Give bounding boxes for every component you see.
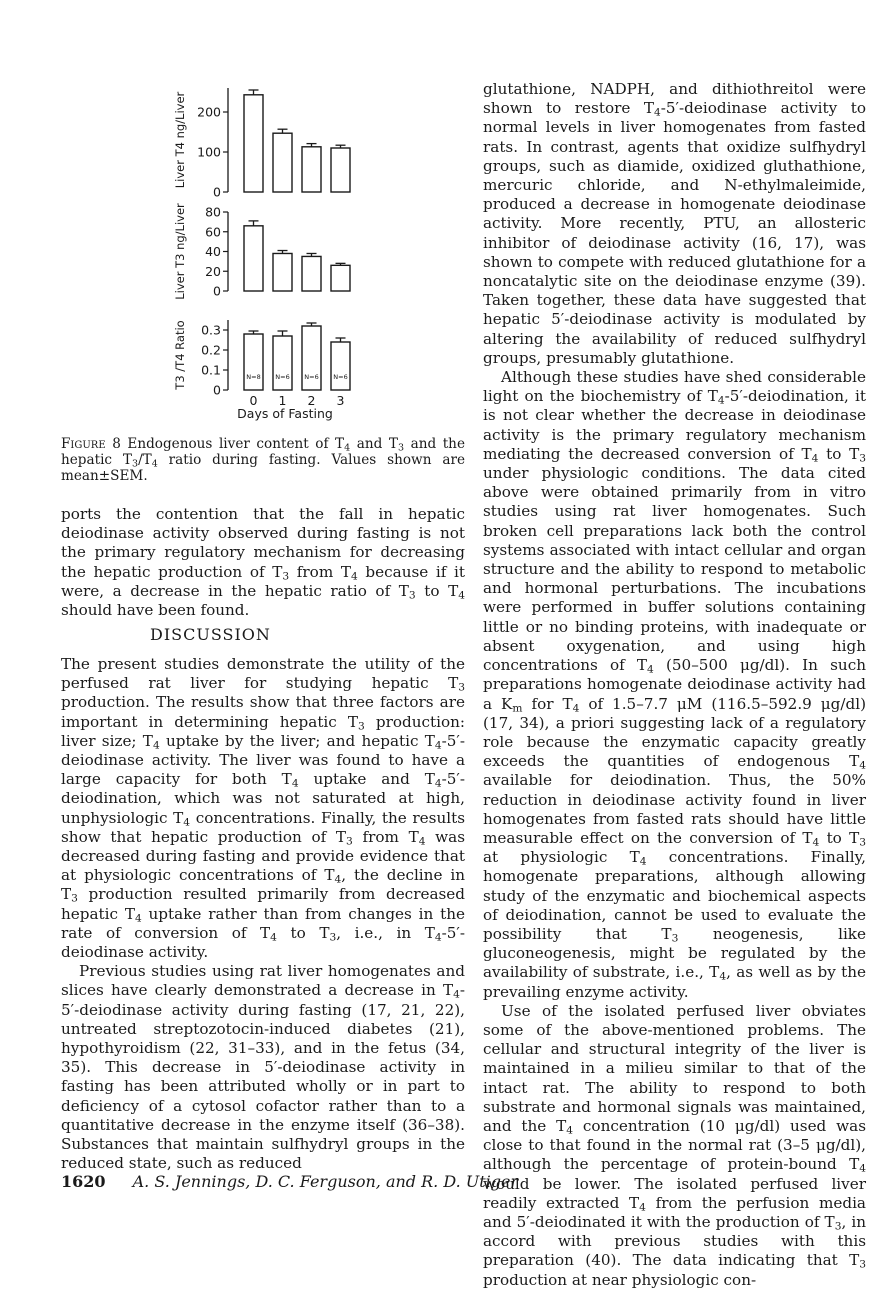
- paragraph: The present studies demonstrate the utility of the perfused rat liver for studying hepatic $T_3$ production. The results show that three factors are important in determining hepatic $T_3$ production: liver size; $T_4$ uptake by the liver; and hepatic $T_4-5'$-deiodinase activity. The liver was found to have a large capacity for both $T_4$ uptake and $T_4-5'$-deiodination, which was not saturated at high, unphysiologic $T_4$ concentrations. Finally, the results show that hepatic production of $T_3$ from $T_4$ was decreased during fasting and provide evidence that at physiologic concentrations of $T_4$, the decline in $T_3$ production resulted primarily from decreased hepatic $T_4$ uptake rather than from changes in the rate of conversion of $T_4$ to $T_3$, i.e., in $T_4-5'$-deiodinase activity.: [61, 655, 466, 962]
- bar: [244, 95, 263, 192]
- y-tick-label: 80: [205, 204, 221, 220]
- x-tick-label: 2: [307, 393, 316, 408]
- y-tick-label: 100: [197, 144, 221, 160]
- author-line: A. S. Jennings, D. C. Ferguson, and R. D. Utiger: [132, 1172, 519, 1191]
- bar: [331, 265, 350, 291]
- y-tick-label: 0: [213, 283, 221, 299]
- y-tick-label: 0.1: [201, 362, 221, 378]
- figure-caption: [61, 436, 465, 484]
- y-axis-label: Liver T3 ng/Liver: [173, 203, 187, 300]
- bar: [273, 253, 292, 291]
- y-tick-label: 0.3: [201, 322, 221, 338]
- bar: [244, 334, 263, 390]
- bar: [302, 147, 321, 192]
- y-axis-label: T3 /T4 Ratio: [173, 320, 187, 390]
- left-column-body: [61, 655, 465, 1173]
- figure-label: Figure 8: [61, 436, 121, 452]
- y-tick-label: 20: [205, 263, 221, 279]
- y-tick-label: 0: [213, 184, 221, 200]
- bar: [273, 133, 292, 192]
- paragraph: ports the contention that the fall in hepatic deiodinase activity observed during fasting is not the primary regulatory mechanism for decreasing the hepatic production of $T_3$ from $T_4$ because if it were, a decrease in the hepatic ratio of $T_3$ to $T_4$ should have been found.: [61, 505, 465, 620]
- chart-panel-liver-t3: [173, 203, 350, 300]
- caption-text: Endogenous liver content of $T_4$ and $T_3$ and the hepatic $T_3/T_4$ ratio during fasting. Values shown are mean±SEM.: [61, 436, 465, 484]
- bar: [302, 256, 321, 291]
- paragraph: glutathione, NADPH, and dithiothreitol were shown to restore $T_4-5'$-deiodinase activity to normal levels in liver homogenates from fasted rats. In contrast, agents that oxidize sulfhydryl groups, such as diamide, oxidized gluthathione, mercuric chloride, and N-ethylmaleimide, produced a decrease in homogenate deiodinase activity. More recently, PTU, an allosteric inhibitor of deiodinase activity (16, 17), was shown to compete with reduced glutathione for a noncatalytic site on the deiodinase enzyme (39). Taken together, these data have suggested that hepatic 5′-deiodinase activity is modulated by altering the availability of reduced sulfhydryl groups, presumably glutathione.: [483, 80, 866, 367]
- figure-8: [170, 80, 370, 440]
- bar: [273, 336, 292, 390]
- bar: [331, 148, 350, 192]
- y-tick-label: 40: [205, 244, 221, 259]
- bar-n-label: N=8: [246, 373, 261, 381]
- page-number: 1620: [61, 1172, 106, 1191]
- y-tick-label: 0.2: [201, 342, 221, 358]
- paragraph: Use of the isolated perfused liver obviates some of the above-mentioned problems. The cellular and structural integrity of the liver is maintained in a milieu similar to that of the intact rat. The ability to respond to both substrate and hormonal signals was maintained, and the $T_4$ concentration (10 μg/dl) used was close to that found in the normal rat (3–5 μg/dl), although the percentage of protein-bound $T_4$ would be lower. The isolated perfused liver readily extracted $T_4$ from the perfusion media and 5′-deiodinated it with the production of $T_3$, in accord with previous studies with this preparation (40). The data indicating that $T_3$ production at near physiologic con-: [483, 1001, 867, 1289]
- left-column-top: [61, 505, 465, 620]
- paragraph: Previous studies using rat liver homogenates and slices have clearly demonstrated a decrease in $T_4-5'$-deiodinase activity during fasting (17, 21, 22), untreated streptozotocin-induced diabetes (21), hypothyroidism (22, 31–33), and in the fetus (34, 35). This decrease in 5′-deiodinase activity in fasting has been attributed wholly or in part to deficiency of a cytosol cofactor rather than to a quantitative decrease in the enzyme itself (36–38). Substances that maintain sulfhydryl groups in the reduced state, such as reduced: [61, 962, 465, 1173]
- paragraph: Although these studies have shed considerable light on the biochemistry of $T_4-5'$-deiodination, it is not clear whether the decrease in deiodinase activity is the primary regulatory mechanism mediating the decreased conversion of $T_4$ to $T_3$ under physiologic conditions. The data cited above were obtained primarily from in vitro studies using rat liver homogenates. Such broken cell preparations lack both the control systems associated with intact cellular and organ structure and the ability to respond to metabolic and hormonal perturbations. The incubations were performed in buffer solutions containing little or no binding proteins, with inadequate or absent oxygenation, and using high concentrations of $T_4$ (50–500 μg/dl). In such preparations homogenate deiodinase activity had a $K_m$ for $T_4$ of 1.5–7.7 μM (116.5–592.9 μg/dl) (17, 34), a priori suggesting lack of a regulatory role because the enzymatic capacity greatly exceeds the quantities of endogenous $T_4$ available for deiodination. Thus, the 50% reduction in deiodinase activity found in liver homogenates from fasted rats should have little measurable effect on the conversion of $T_4$ to $T_3$ at physiologic $T_4$ concentrations. Finally, homogenate preparations, although allowing study of the enzymatic and biochemical aspects of deiodination, cannot be used to evaluate the possibility that $T_3$ neogenesis, like gluconeogenesis, might be regulated by the availability of substrate, i.e., $T_4$, as well as by the prevailing enzyme activity.: [483, 368, 867, 1001]
- y-axis-label: Liver T4 ng/Liver: [173, 91, 187, 189]
- bar: [331, 342, 350, 390]
- x-axis-label: Days of Fasting: [237, 406, 333, 421]
- section-heading: DISCUSSION: [150, 625, 271, 644]
- y-tick-label: 200: [197, 104, 221, 120]
- y-tick-label: 60: [205, 224, 221, 240]
- bar: [244, 226, 263, 291]
- x-tick-label: 0: [249, 393, 258, 408]
- bar-n-label: N=6: [275, 373, 290, 381]
- chart-panel-t3-t4-ratio: [173, 320, 350, 408]
- chart-panel-liver-t4: [173, 88, 350, 200]
- bar-n-label: N=6: [304, 373, 319, 381]
- right-column-body: [483, 80, 866, 1290]
- page-footer: [61, 1172, 518, 1191]
- x-tick-label: 3: [336, 393, 345, 408]
- y-tick-label: 0: [213, 382, 221, 398]
- bar-n-label: N=6: [333, 373, 348, 381]
- x-tick-label: 1: [278, 393, 287, 408]
